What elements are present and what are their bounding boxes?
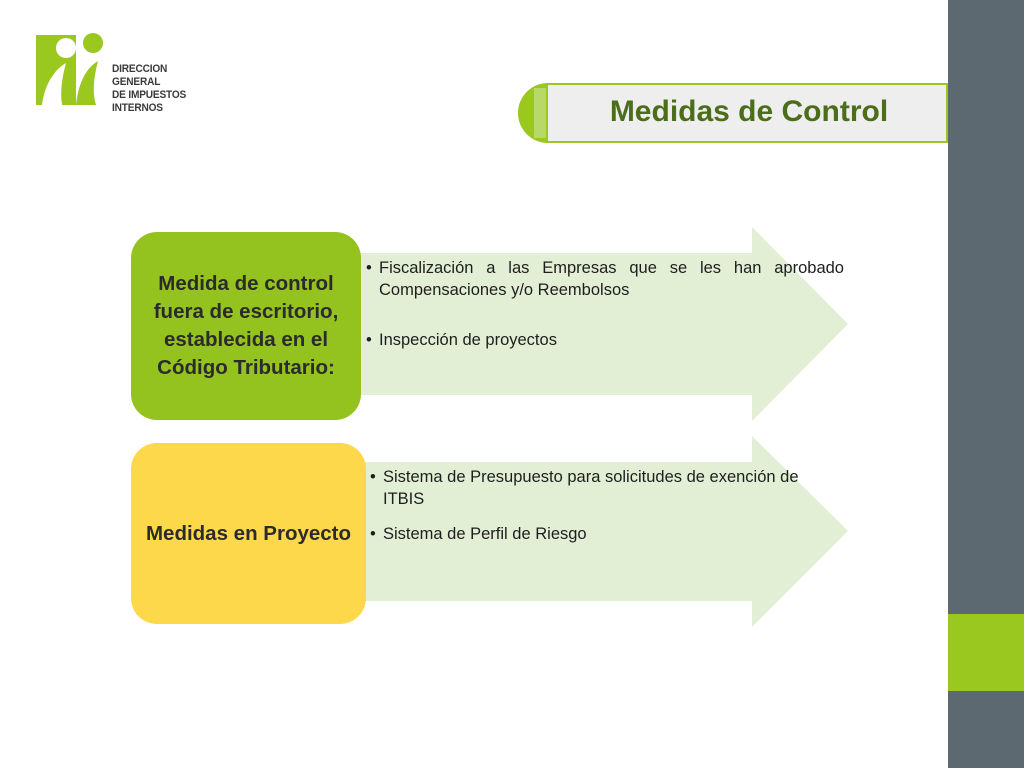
logo-text: DIRECCION GENERAL DE IMPUESTOS INTERNOS bbox=[112, 63, 187, 114]
page-title: Medidas de Control bbox=[609, 95, 889, 128]
list-item: • Sistema de Presupuesto para solicitudes de exención de ITBIS bbox=[370, 466, 836, 510]
sidebar-accent-block bbox=[948, 614, 1024, 691]
dgii-logo bbox=[36, 33, 216, 114]
list-item: • Sistema de Perfil de Riesgo bbox=[370, 523, 836, 545]
list-item: • Fiscalización a las Empresas que se les han aprobado Compensaciones y/o Reembolsos bbox=[366, 257, 844, 301]
section-heading-box-2: Medidas en Proyecto bbox=[131, 443, 366, 624]
section-heading-box-1: Medida de control fuera de escritorio, establecida en el Código Tributario: bbox=[131, 232, 361, 420]
title-banner bbox=[516, 82, 948, 144]
bullet-list-1 bbox=[366, 257, 844, 351]
bullet-list-2 bbox=[370, 466, 836, 545]
dgii-logo-icon bbox=[36, 33, 112, 109]
list-item: • Inspección de proyectos bbox=[366, 329, 844, 351]
